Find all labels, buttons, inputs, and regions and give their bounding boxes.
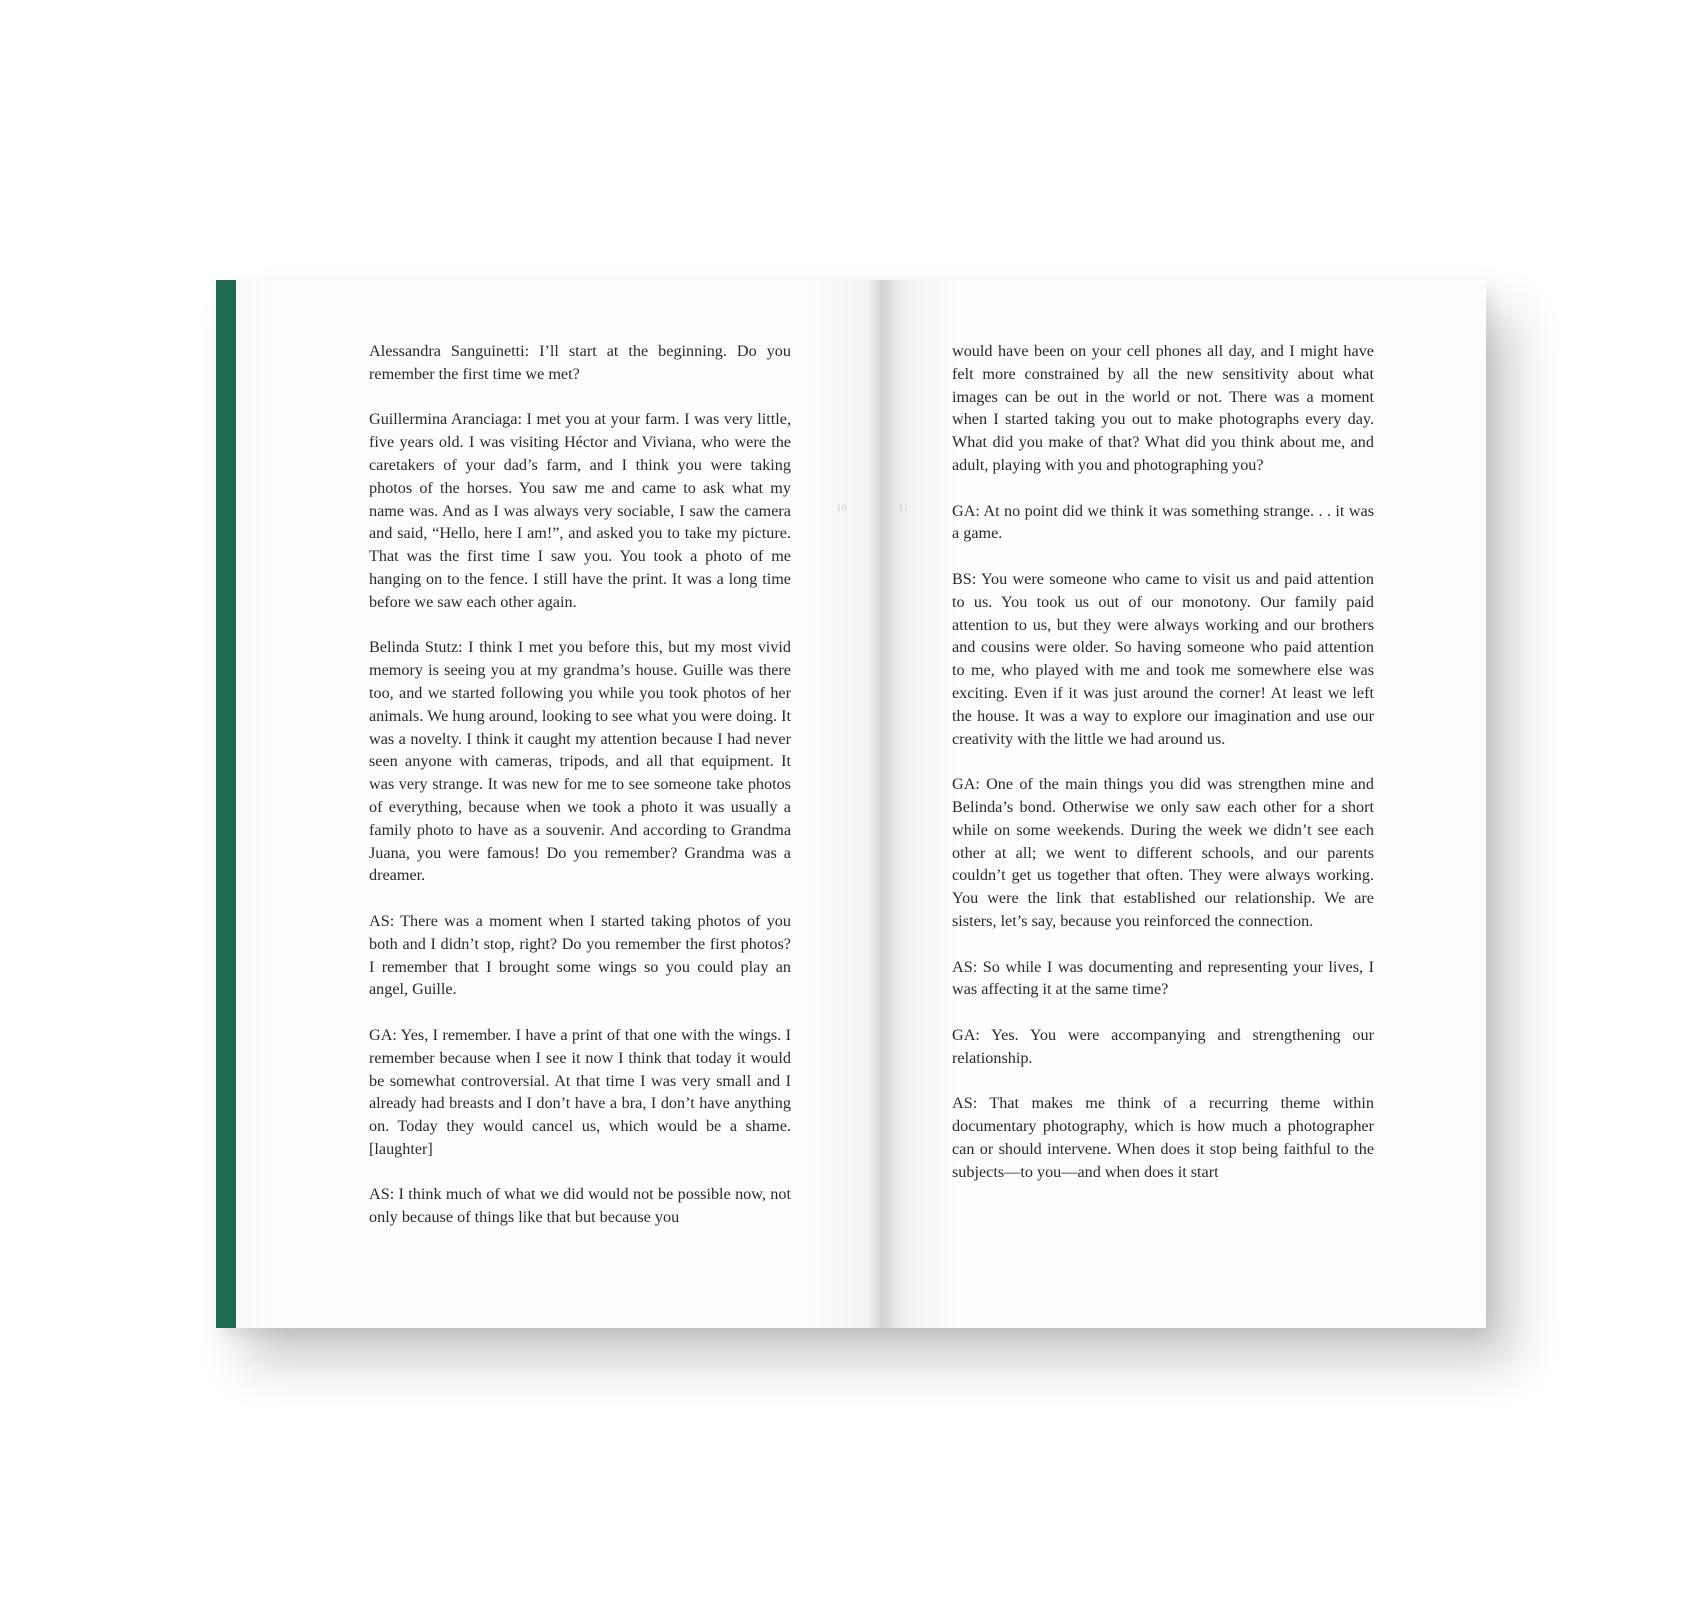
paragraph: AS: There was a moment when I started taking photos of you both and I didn’t stop, right? Do you remember the first photos? I remember that I brought some wings so you could play an angel, Guille. bbox=[369, 911, 791, 999]
paragraph: GA: Yes. You were accompanying and strengthening our relationship. bbox=[952, 1025, 1374, 1067]
paragraph: AS: I think much of what we did would not be possible now, not only because of things like that but because you bbox=[369, 1185, 791, 1227]
paragraph: BS: You were someone who came to visit us and paid attention to us. You took us out of our monotony. Our family paid attention to us, but they were always working and our brothers and cousins were older. So having someone who paid attention to me, who played with me and took me somewhere else was exciting. Even if it was just around the corner! At least we left the house. It was a way to explore our imagination and use our creativity with the little we had around us. bbox=[952, 569, 1374, 748]
left-page-text bbox=[369, 340, 791, 1229]
paragraph: Belinda Stutz: I think I met you before this, but my most vivid memory is seeing you at my grandma’s house. Guille was there too, and we started following you while you took photos of her animals. We hung around, looking to see what you were doing. It was a novelty. I think it caught my attention because I had never seen anyone with cameras, tripods, and all that equipment. It was very strange. It was new for me to see someone take photos of everything, because when we took a photo it was usually a family photo to have as a souvenir. And according to Grandma Juana, you were famous! Do you remember? Grandma was a dreamer. bbox=[369, 638, 791, 885]
right-page-text bbox=[952, 340, 1374, 1183]
paragraph: GA: At no point did we think it was something strange. . . it was a game. bbox=[952, 501, 1374, 543]
paragraph: AS: That makes me think of a recurring theme within documentary photography, which is how much a photographer can or should intervene. When does it stop being faithful to the subjects—to you—and when does it start bbox=[952, 1094, 1374, 1181]
paragraph: would have been on your cell phones all day, and I might have felt more constrained by all the new sensitivity about what images can be out in the world or not. There was a moment when I started taking you out to make photographs every day. What did you make of that? What did you think about me, and adult, playing with you and photographing you? bbox=[952, 342, 1374, 474]
paragraph: Guillermina Aranciaga: I met you at your farm. I was very little, five years old. I was visiting Héctor and Viviana, who were the caretakers of your dad’s farm, and I think you were taking photos of the horses. You saw me and came to ask what my name was. And as I was always very sociable, I saw the camera and said, “Hello, here I am!”, and asked you to take my picture. That was the first time I saw you. You took a photo of me hanging on to the fence. I still have the print. It was a long time before we saw each other again. bbox=[369, 410, 791, 611]
open-book bbox=[216, 280, 1486, 1328]
paragraph: GA: Yes, I remember. I have a print of that one with the wings. I remember because when I see it now I think that today it would be somewhat controversial. At that time I was very small and I already had breasts and I don’t have a bra, I don’t have anything on. Today they would cancel us, which would be a shame. [laughter] bbox=[369, 1025, 791, 1158]
green-cover-edge bbox=[216, 280, 236, 1328]
paragraph: GA: One of the main things you did was strengthen mine and Belinda’s bond. Otherwise we only saw each other for a short while on some weekends. During the week we didn’t see each other at all; we went to different schools, and our parents couldn’t get us together that often. They were always working. You were the link that established our relationship. We are sisters, let’s say, because you reinforced the connection. bbox=[952, 775, 1374, 930]
paragraph: AS: So while I was documenting and representing your lives, I was affecting it at the same time? bbox=[952, 957, 1374, 999]
page-number-left: 10 bbox=[836, 502, 847, 514]
page-number-right: 11 bbox=[898, 502, 909, 514]
book-gutter bbox=[868, 280, 896, 1328]
paragraph: Alessandra Sanguinetti: I’ll start at the beginning. Do you remember the first time we met? bbox=[369, 342, 791, 383]
